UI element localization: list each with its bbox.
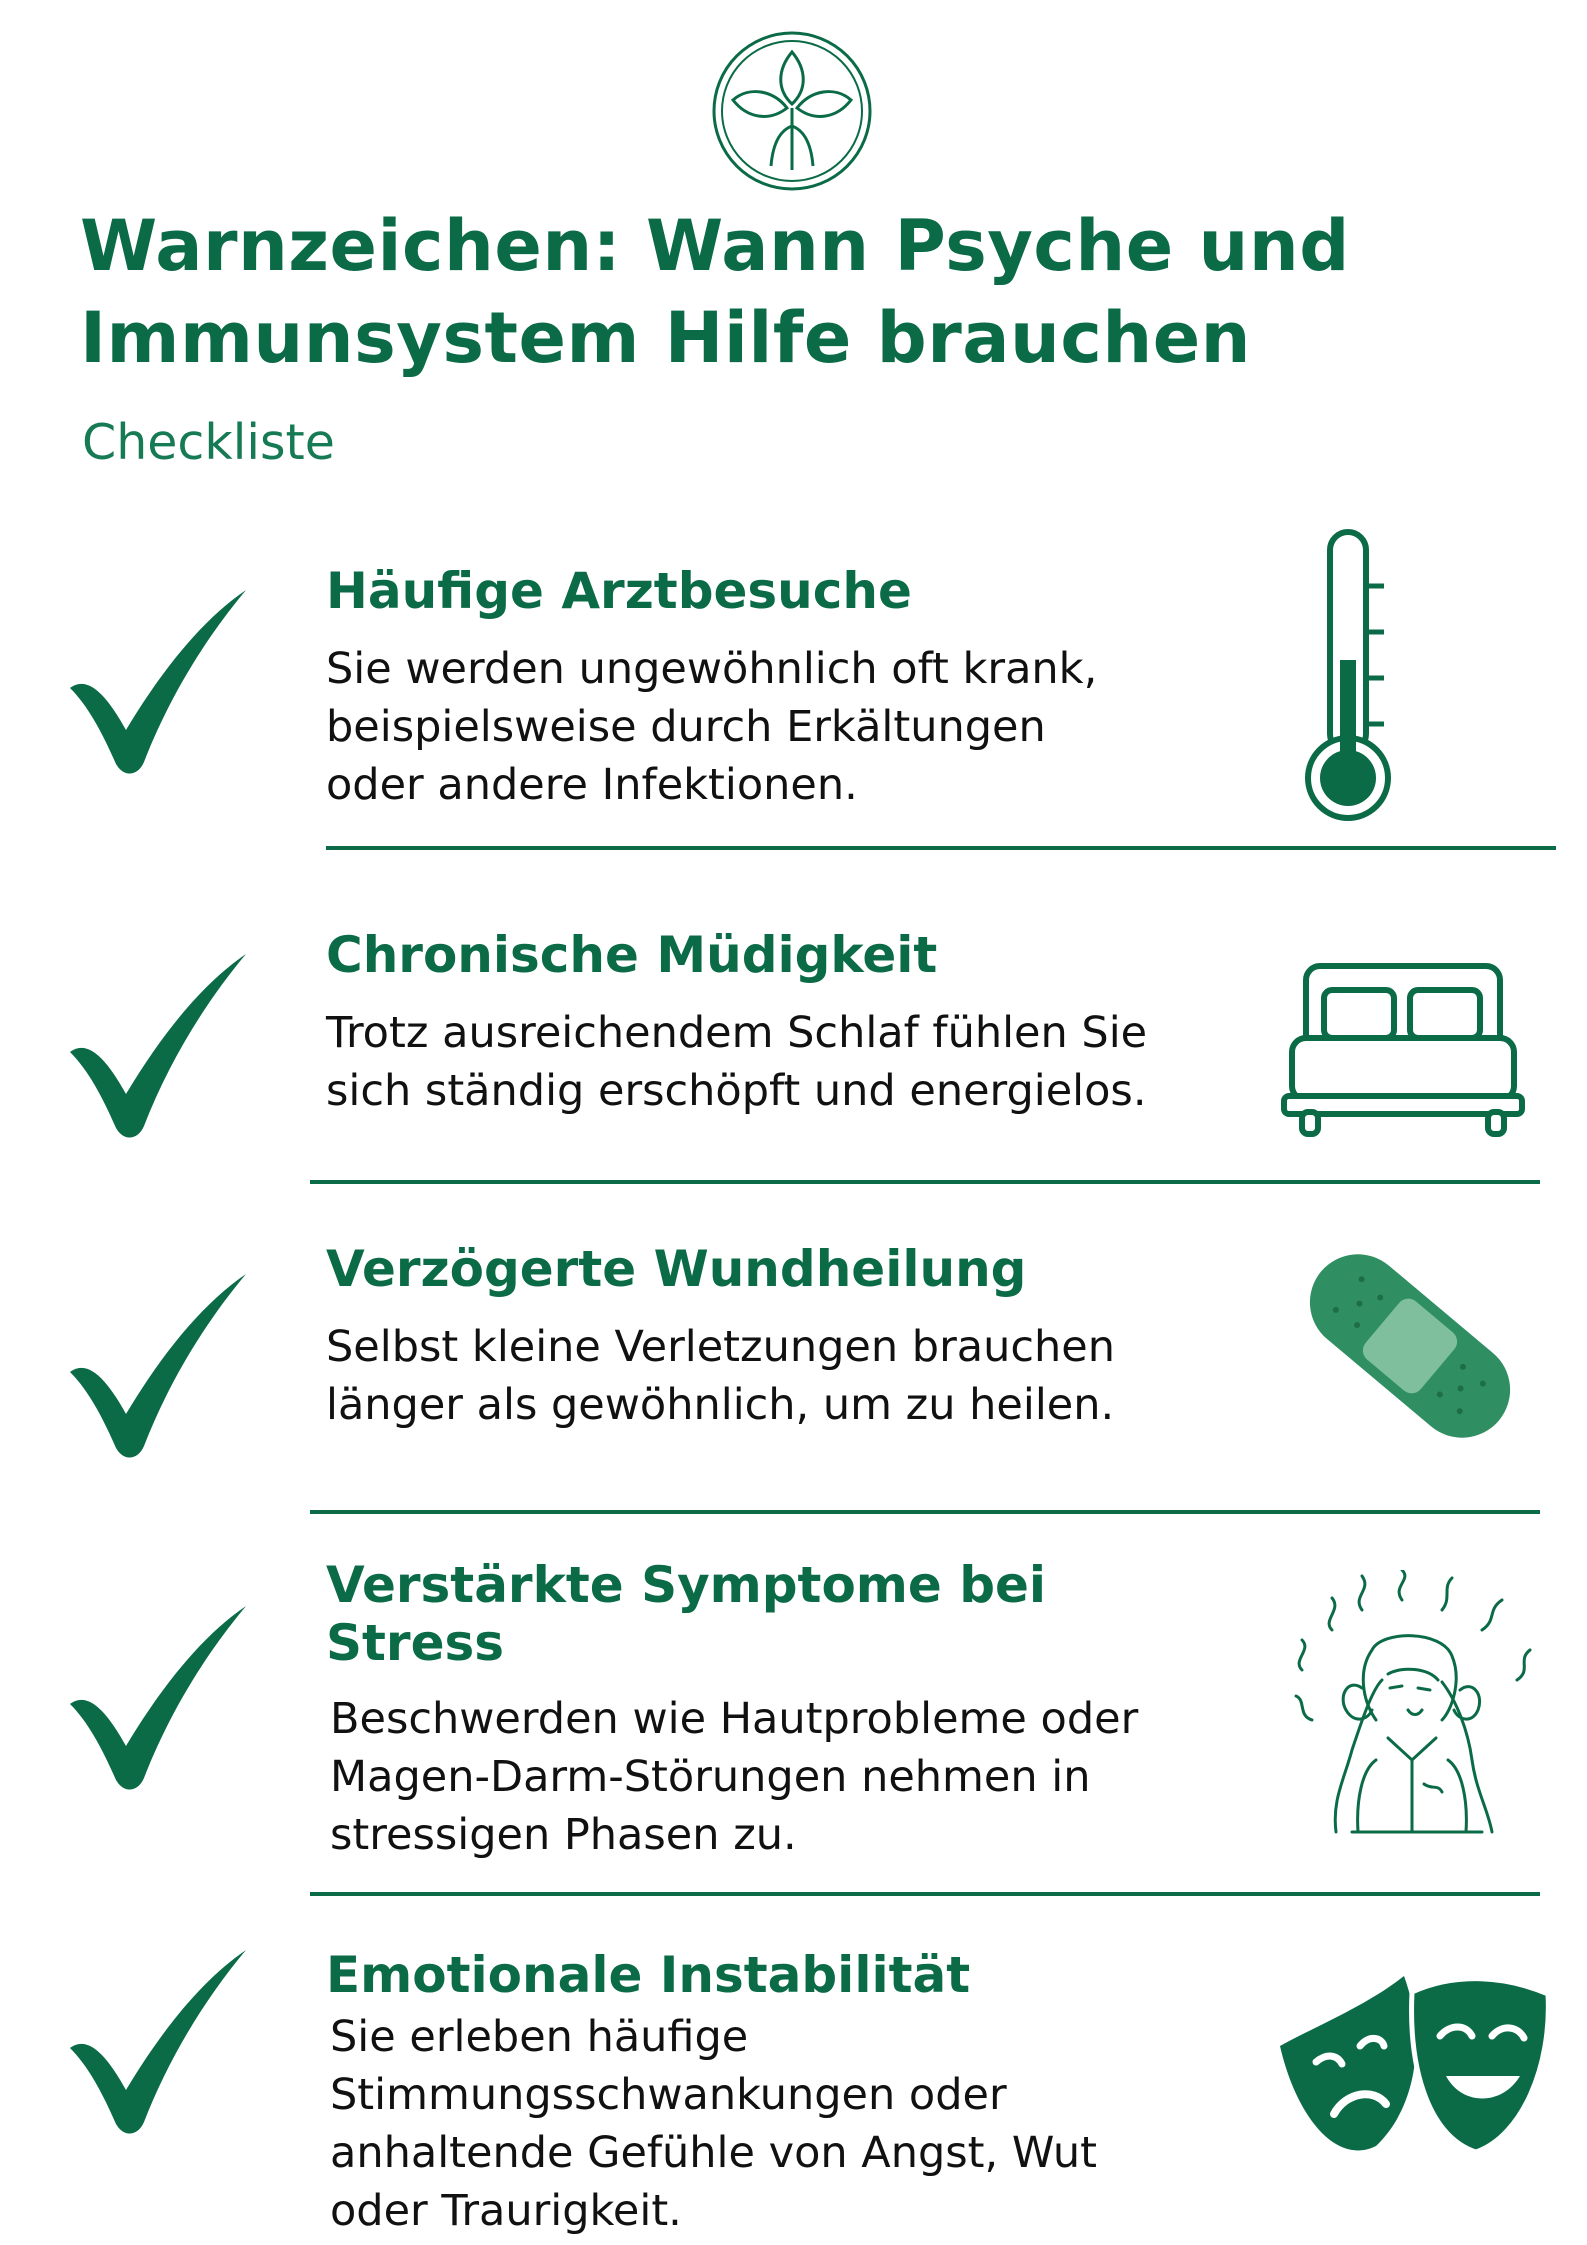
- divider: [326, 846, 1556, 850]
- item-body-4: Beschwerden wie Hautprobleme oder Magen-Darm-Störungen nehmen in stressigen Phasen zu.: [330, 1694, 1139, 1860]
- checkmark-icon: [64, 1940, 254, 2140]
- divider: [310, 1180, 1540, 1184]
- item-title-3: Verzögerte Wundheilung: [326, 1240, 1027, 1298]
- checkmark-icon: [64, 580, 254, 780]
- leaf-logo-icon: [711, 30, 873, 192]
- item-title-1: Häufige Arztbesuche: [326, 562, 912, 620]
- title-line-2: Immunsystem Hilfe brauchen: [80, 297, 1252, 379]
- item-body-5: Sie erleben häufige Stimmungsschwankungen oder anhaltende Gefühle von Angst, Wut oder Traurigkeit.: [330, 2012, 1097, 2236]
- checkmark-icon: [64, 944, 254, 1144]
- page-title: [80, 200, 1380, 384]
- divider: [310, 1892, 1540, 1896]
- checkmark-icon: [64, 1264, 254, 1464]
- theater-masks-icon: [1276, 1966, 1556, 2166]
- checkmark-icon: [64, 1596, 254, 1796]
- page-subtitle: Checkliste: [82, 414, 335, 471]
- item-title-5: Emotionale Instabilität: [326, 1946, 971, 2004]
- thermometer-icon: [1300, 526, 1410, 826]
- item-body-1: Sie werden ungewöhnlich oft krank, beispielsweise durch Erkältungen oder andere Infektionen.: [326, 644, 1098, 810]
- bandage-icon: [1300, 1236, 1520, 1456]
- item-body-3: Selbst kleine Verletzungen brauchen länger als gewöhnlich, um zu heilen.: [326, 1322, 1115, 1430]
- item-title-4: Verstärkte Symptome bei Stress: [326, 1556, 1047, 1672]
- bed-icon: [1280, 960, 1525, 1140]
- item-title-2: Chronische Müdigkeit: [326, 926, 938, 984]
- divider: [310, 1510, 1540, 1514]
- title-line-1: Warnzeichen: Wann Psyche und: [80, 205, 1350, 287]
- stressed-woman-icon: [1292, 1570, 1532, 1850]
- item-body-2: Trotz ausreichendem Schlaf fühlen Sie sich ständig erschöpft und energielos.: [326, 1008, 1148, 1116]
